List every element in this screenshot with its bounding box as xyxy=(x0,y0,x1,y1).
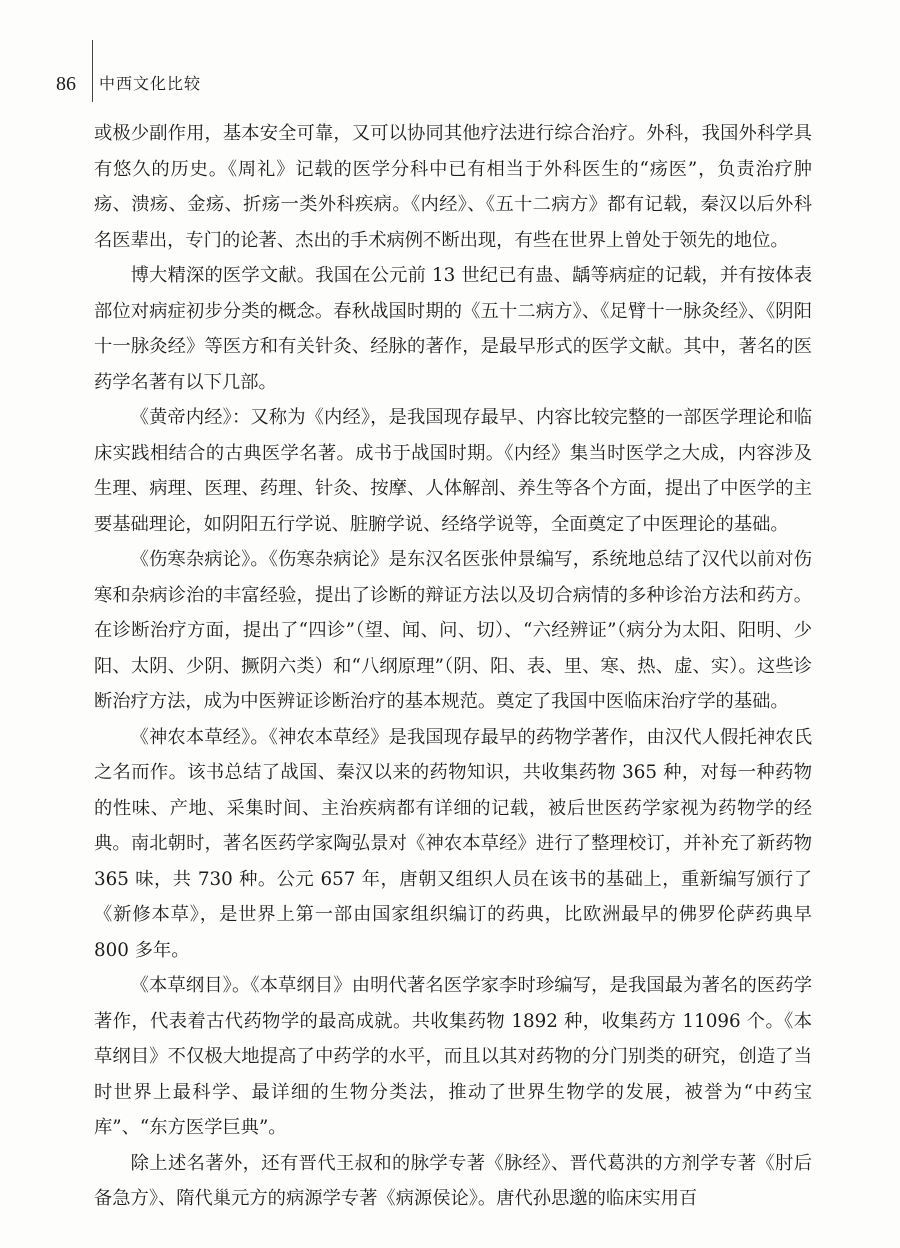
body-text xyxy=(94,116,812,1217)
paragraph-other-works: 除上述名著外，还有晋代王叔和的脉学专著《脉经》、晋代葛洪的方剂学专著《肘后备急方》、隋代巢元方的病源学专著《病源侯论》。唐代孙思邈的临床实用百 xyxy=(94,1152,812,1209)
paragraph-continued: 或极少副作用，基本安全可靠，又可以协同其他疗法进行综合治疗。外科，我国外科学具有悠久的历史。《周礼》记载的医学分科中已有相当于外科医生的“疡医”，负责治疗肿疡、溃疡、金疡、折疡一类外科疾病。《内经》、《五十二病方》都有记载，秦汉以后外科名医辈出，专门的论著、杰出的手术病例不断出现，有些在世界上曾处于领先的地位。 xyxy=(94,123,812,251)
page-header xyxy=(56,40,456,102)
paragraph-shennong-bencao-jing: 《神农本草经》。《神农本草经》是我国现存最早的药物学著作，由汉代人假托神农氏之名而作。该书总结了战国、秦汉以来的药物知识，共收集药物 365 种，对每一种药物的性味、产地、采集时间、主治疾病都有详细的记载，被后世医药学家视为药物学的经典。南北朝时，著名医药学家陶弘景对《神农本草经》进行了整理校订，并补充了新药物 365 味，共 730 种。公元 657 年，唐朝又组织人员在该书的基础上，重新编写颁行了《新修本草》，是世界上第一部由国家组织编订的药典，比欧洲最早的佛罗伦萨药典早 800 多年。 xyxy=(94,726,812,961)
paragraph-bencao-gangmu: 《本草纲目》。《本草纲目》由明代著名医学家李时珍编写，是我国最为著名的医药学著作，代表着古代药物学的最高成就。共收集药物 1892 种，收集药方 11096 个。《本草纲目》不仅极大地提高了中药学的水平，而且以其对药物的分门别类的研究，创造了当时世界上最科学、最详细的生物分类法，推动了世界生物学的发展，被誉为“中药宝库”、“东方医学巨典”。 xyxy=(94,975,812,1138)
paragraph-huangdi-neijing: 《黄帝内经》：又称为《内经》，是我国现存最早、内容比较完整的一部医学理论和临床实践相结合的古典医学名著。成书于战国时期。《内经》集当时医学之大成，内容涉及生理、病理、医理、药理、针灸、按摩、人体解剖、养生等各个方面，提出了中医学的主要基础理论，如阴阳五行学说、脏腑学说、经络学说等，全面奠定了中医理论的基础。 xyxy=(94,407,812,535)
page-number: 86 xyxy=(56,73,76,95)
paragraph-shanghan-zabing-lun: 《伤寒杂病论》。《伤寒杂病论》是东汉名医张仲景编写，系统地总结了汉代以前对伤寒和杂病诊治的丰富经验，提出了诊断的辩证方法以及切合病情的多种诊治方法和药方。在诊断治疗方面，提出了“四诊”（望、闻、问、切）、“六经辨证”（病分为太阳、阳明、少阳、太阴、少阴、撅阴六类）和“八纲原理”（阴、阳、表、里、寒、热、虚、实）。这些诊断治疗方法，成为中医辨证诊断治疗的基本规范。奠定了我国中医临床治疗学的基础。 xyxy=(94,549,812,712)
running-title: 中西文化比较 xyxy=(99,74,202,93)
paragraph-medical-literature: 博大精深的医学文献。我国在公元前 13 世纪已有蛊、龋等病症的记载，并有按体表部位对病症初步分类的概念。春秋战国时期的《五十二病方》、《足臂十一脉灸经》、《阴阳十一脉灸经》等医方和有关针灸、经脉的著作，是最早形式的医学文献。其中，著名的医药学名著有以下几部。 xyxy=(94,265,812,393)
header-divider xyxy=(92,40,93,102)
